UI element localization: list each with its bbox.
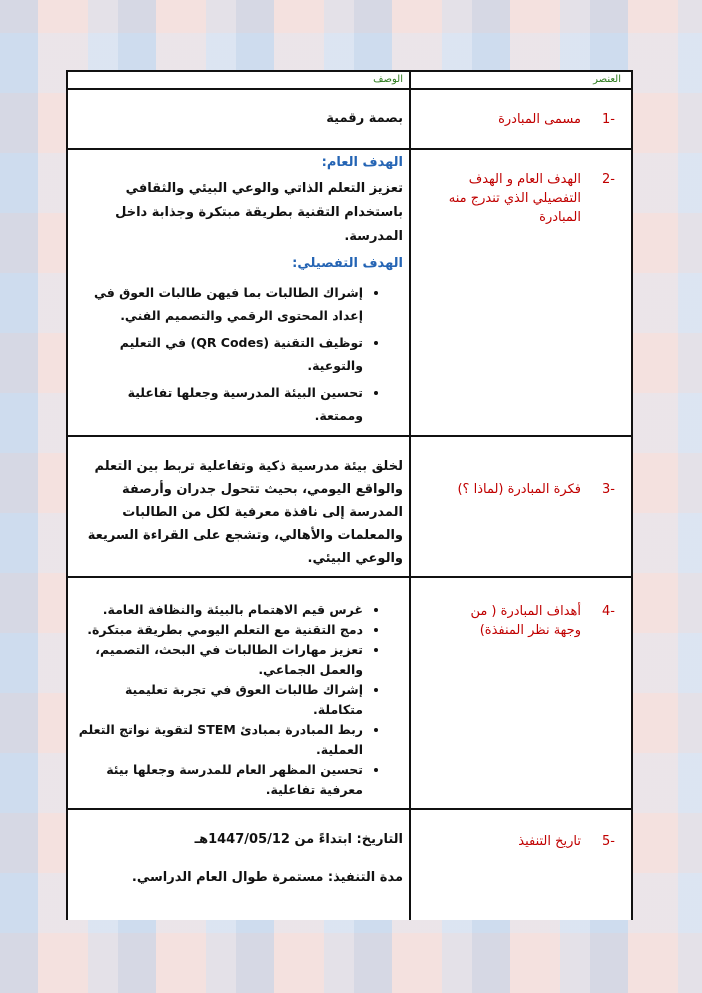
start-date: التاريخ: ابتداءً من 1447/05/12هـ <box>194 832 403 847</box>
description: لخلق بيئة مدرسية ذكية وتفاعلية تربط بين التعلم والواقع اليومي، بحيث تتحول جدران وأرصفة المدرسة إلى نافذة معرفية لكل من الطالبات والمعلمات والأهالي، وتشجع على القراءة السريعة والوعي البيئي. <box>87 459 403 566</box>
list-item: • توظيف التقنية (QR Codes) في التعليم والتوعية. <box>76 331 363 377</box>
list-item: • إشراك الطالبات بما فيهن طالبات العوق في إعداد المحتوى الرقمي والتصميم الفني. <box>76 281 363 327</box>
detailed-goal-list <box>76 281 403 427</box>
list-item: • دمج التقنية مع التعلم اليومي بطريقة مبتكرة. <box>76 620 363 640</box>
list-item: • تحسين البيئة المدرسية وجعلها تفاعلية وممتعة. <box>76 381 363 427</box>
detailed-goal-title: الهدف التفصيلي: <box>292 256 403 271</box>
header-description: الوصف <box>373 74 403 85</box>
list-item: • ربط المبادرة بمبادئ STEM لتقوية نواتج التعلم العملية. <box>76 720 363 760</box>
row-number: -3 <box>602 482 615 497</box>
header-row <box>68 72 631 90</box>
table-row <box>68 810 631 920</box>
row-number: -2 <box>602 172 615 187</box>
row-number: -5 <box>602 834 615 849</box>
list-item: • غرس قيم الاهتمام بالبيئة والنظافة العامة. <box>76 600 363 620</box>
header-element: العنصر <box>409 72 631 88</box>
table-row <box>68 150 631 437</box>
duration: مدة التنفيذ: مستمرة طوال العام الدراسي. <box>131 870 403 885</box>
element-label: مسمى المبادرة <box>498 112 581 127</box>
element-label: فكرة المبادرة (لماذا ؟) <box>457 482 581 497</box>
initiative-table <box>66 70 633 920</box>
list-item: • تحسين المظهر العام للمدرسة وجعلها بيئة معرفية تفاعلية. <box>76 760 363 800</box>
table-row <box>68 90 631 150</box>
general-goal-title: الهدف العام: <box>321 155 403 170</box>
goals-list <box>76 600 403 800</box>
table-row <box>68 578 631 810</box>
row-number: -4 <box>602 604 615 619</box>
description: بصمة رقمية <box>326 111 403 126</box>
table-row <box>68 437 631 578</box>
element-label: الهدف العام و الهدف التفصيلي الذي تندرج منه المبادرة <box>448 172 581 225</box>
row-number: -1 <box>602 112 615 127</box>
list-item: • تعزيز مهارات الطالبات في البحث، التصميم، والعمل الجماعي. <box>76 640 363 680</box>
list-item: • إشراك طالبات العوق في تجربة تعليمية متكاملة. <box>76 680 363 720</box>
element-label: أهداف المبادرة ( من وجهة نظر المنفذة) <box>470 604 581 638</box>
general-goal-text: تعزيز التعلم الذاتي والوعي البيئي والثقافي باستخدام التقنية بطريقة مبتكرة وجذابة داخل المدرسة. <box>115 181 403 244</box>
element-label: تاريخ التنفيذ <box>518 834 581 849</box>
